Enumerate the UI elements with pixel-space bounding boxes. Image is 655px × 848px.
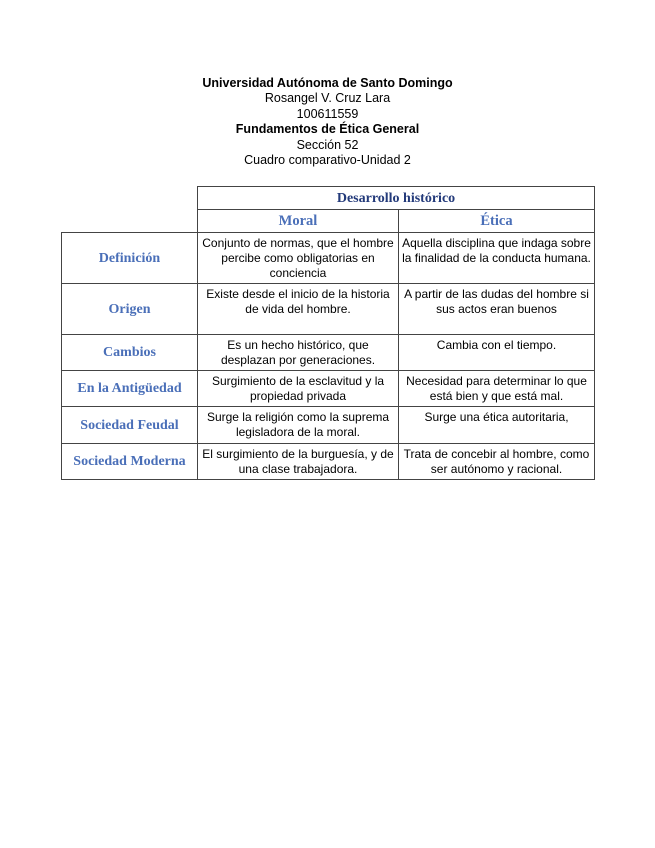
- university-name: Universidad Autónoma de Santo Domingo: [202, 76, 453, 90]
- etica-cell: Trata de concebir al hombre, como ser autónomo y racional.: [399, 444, 595, 480]
- moral-cell: Surgimiento de la esclavitud y la propiedad privada: [198, 371, 399, 407]
- column-header-etica: Ética: [399, 210, 595, 233]
- section-number: Sección 52: [296, 137, 359, 152]
- row-header: Sociedad Feudal: [62, 407, 198, 444]
- moral-cell: Surge la religión como la suprema legisladora de la moral.: [198, 407, 399, 444]
- comparison-table: [61, 186, 595, 480]
- moral-cell: Conjunto de normas, que el hombre percibe como obligatorias en conciencia: [198, 233, 399, 284]
- etica-cell: Cambia con el tiempo.: [399, 335, 595, 371]
- table-row: [62, 444, 595, 480]
- course-name: Fundamentos de Ética General: [235, 122, 420, 137]
- etica-cell: Surge una ética autoritaria,: [399, 407, 595, 444]
- moral-cell: El surgimiento de la burguesía, y de una clase trabajadora.: [198, 444, 399, 480]
- table-corner-blank: [62, 187, 198, 210]
- row-header: En la Antigüedad: [62, 371, 198, 407]
- etica-cell: Aquella disciplina que indaga sobre la finalidad de la conducta humana.: [399, 233, 595, 284]
- moral-cell: Existe desde el inicio de la historia de vida del hombre.: [198, 284, 399, 335]
- table-title-row: [62, 187, 595, 210]
- table-row: [62, 284, 595, 335]
- assignment-title: Cuadro comparativo-Unidad 2: [244, 153, 411, 168]
- table-row: [62, 233, 595, 284]
- row-header: Definición: [62, 233, 198, 284]
- student-id: 100611559: [296, 106, 359, 121]
- etica-cell: Necesidad para determinar lo que está bien y que está mal.: [399, 371, 595, 407]
- table-row: [62, 371, 595, 407]
- row-header: Sociedad Moderna: [62, 444, 198, 480]
- etica-cell: A partir de las dudas del hombre si sus actos eran buenos: [399, 284, 595, 335]
- table-row: [62, 335, 595, 371]
- table-title: Desarrollo histórico: [198, 187, 595, 210]
- row-header: Origen: [62, 284, 198, 335]
- document-header: [0, 76, 655, 168]
- column-header-moral: Moral: [198, 210, 399, 233]
- student-name: Rosangel V. Cruz Lara: [264, 91, 391, 106]
- row-header: Cambios: [62, 335, 198, 371]
- table-row: [62, 407, 595, 444]
- table-corner-blank-2: [62, 210, 198, 233]
- moral-cell: Es un hecho histórico, que desplazan por generaciones.: [198, 335, 399, 371]
- table-header-row: [62, 210, 595, 233]
